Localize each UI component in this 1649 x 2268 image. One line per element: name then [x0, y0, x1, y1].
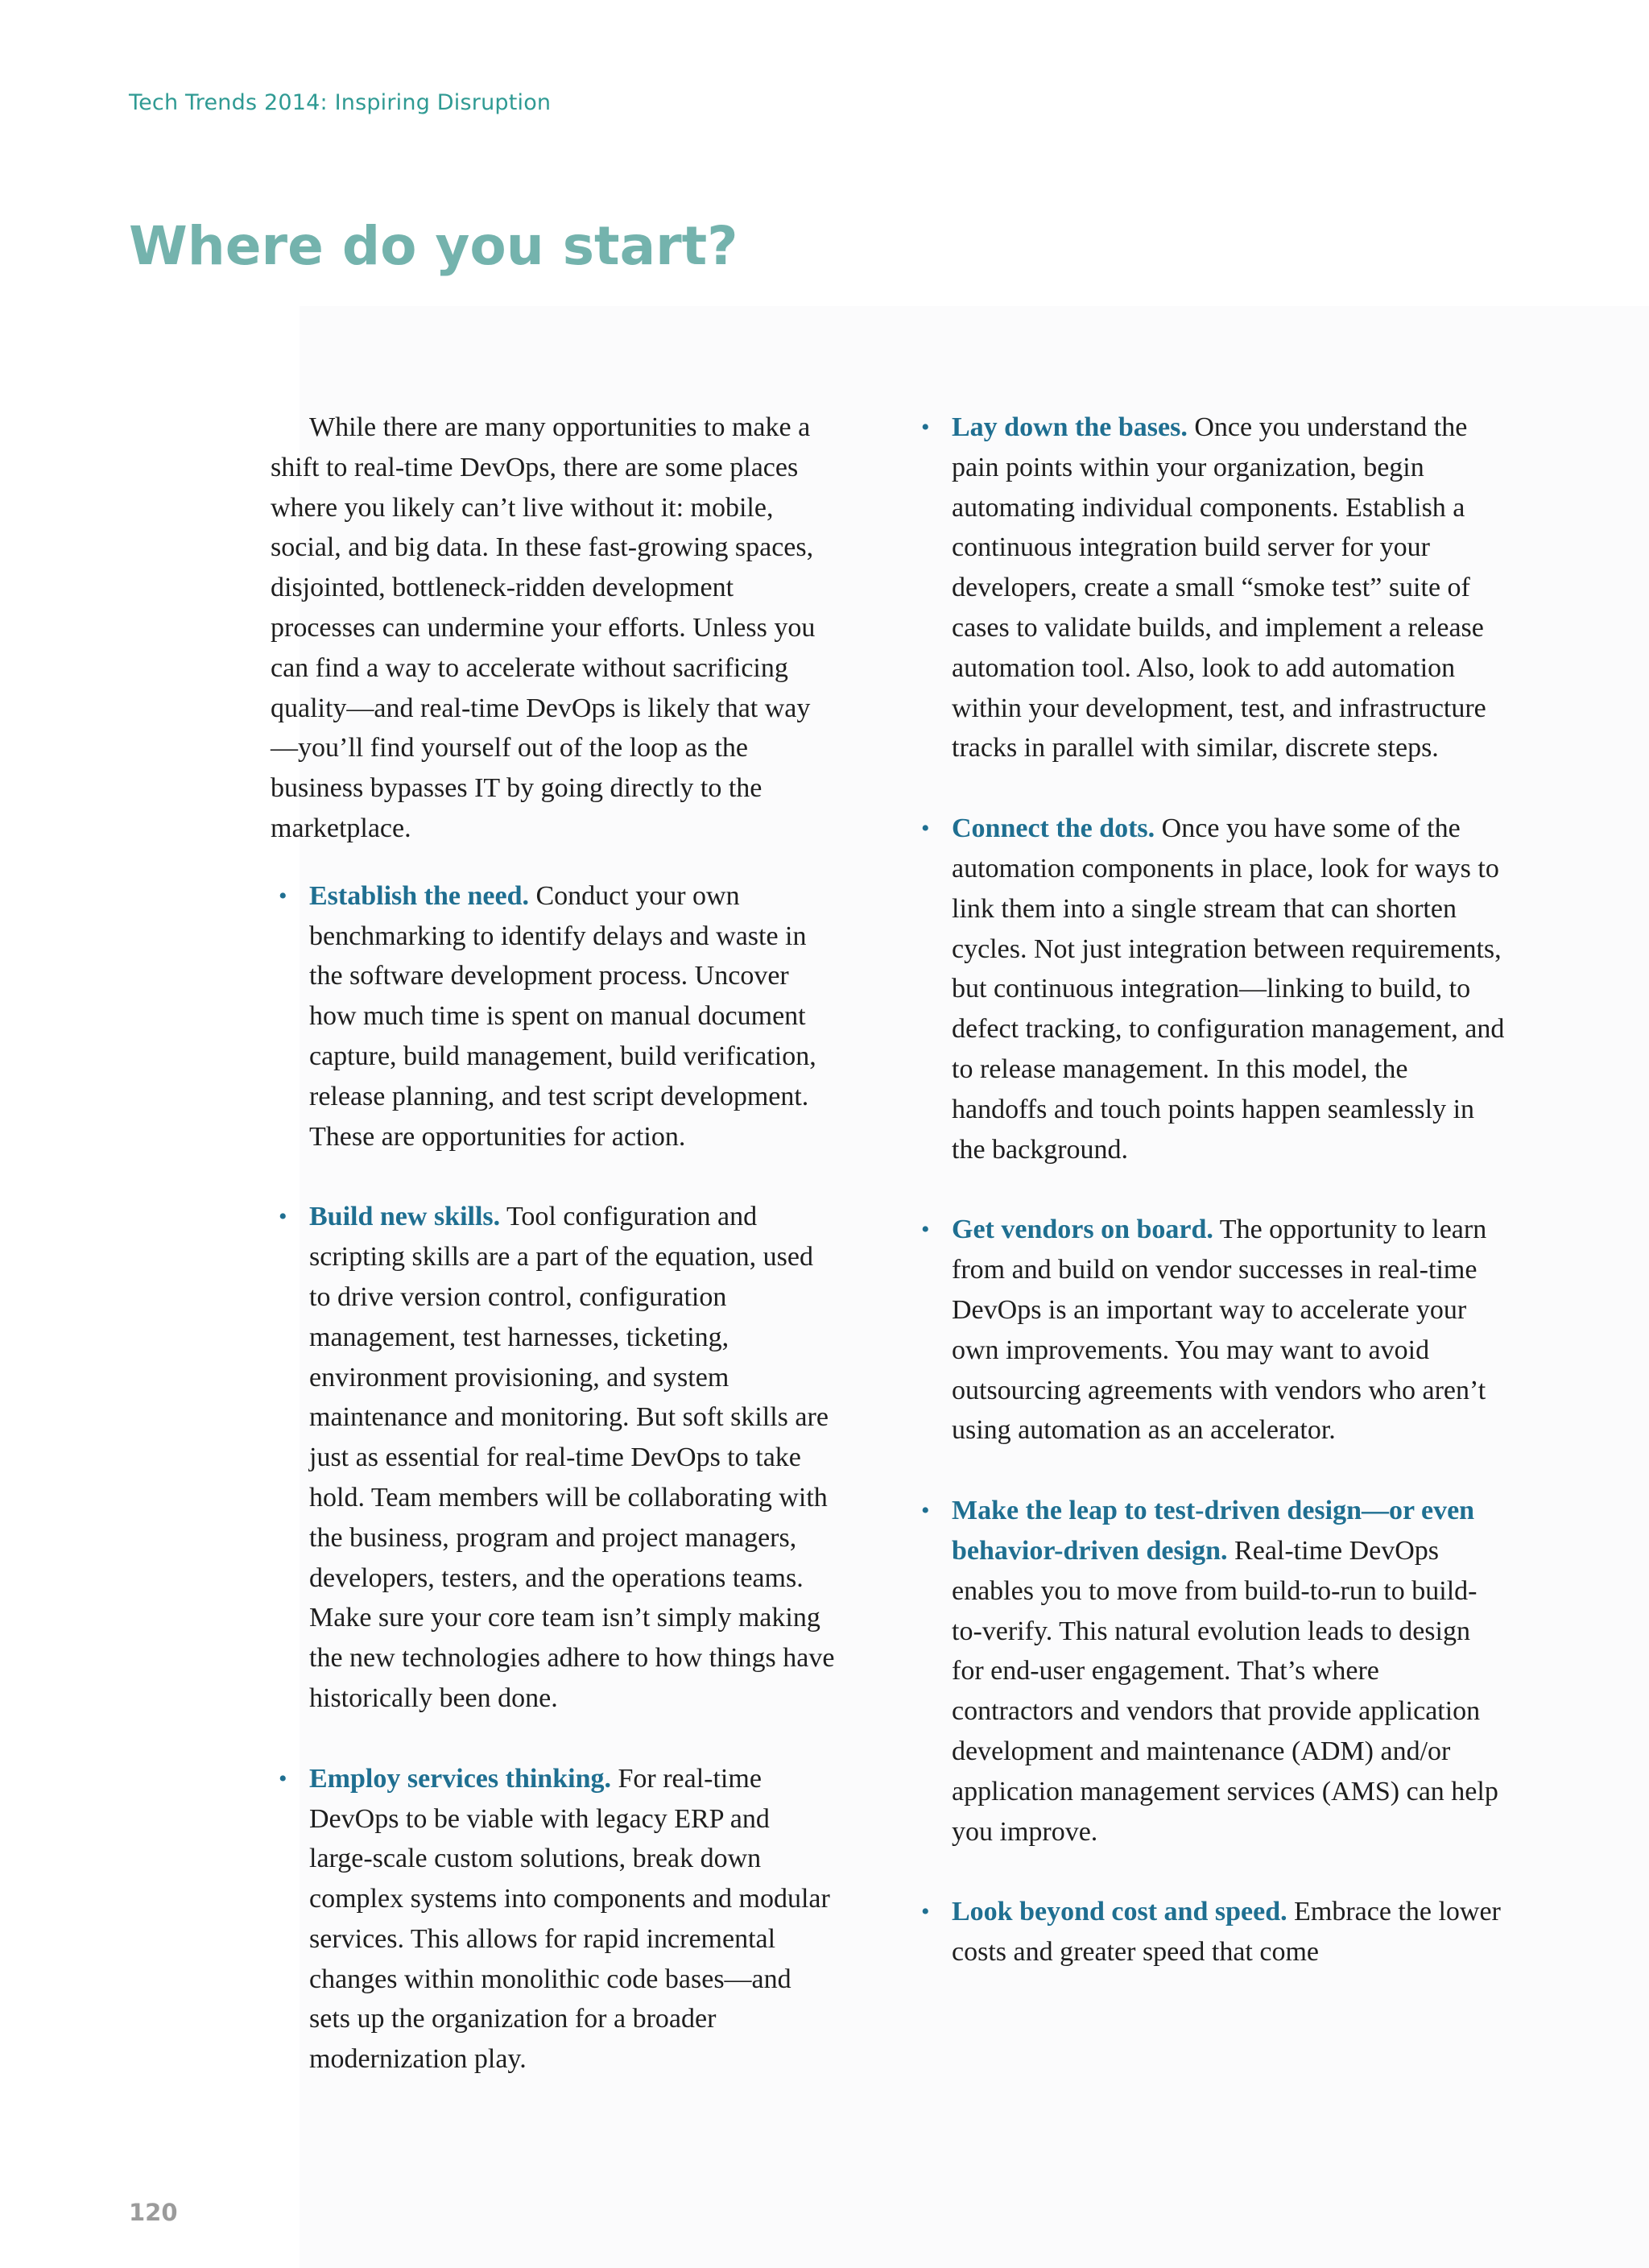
left-bullet-list	[271, 876, 837, 2080]
bullet-icon: •	[921, 1216, 930, 1244]
list-item-lead: Lay down the bases.	[952, 412, 1188, 442]
page-number: 120	[129, 2199, 178, 2226]
right-bullet-list	[913, 408, 1506, 1972]
list-item-lead: Build new skills.	[309, 1202, 501, 1232]
list-item	[913, 809, 1506, 1169]
right-column	[913, 408, 1506, 1972]
list-item-text: Tool configuration and scripting skills are a part of the equation, used to drive version control, configuration management, test harnesses, ticketing, environment provisioning, and system maintenance and monitoring. But soft skills are just as essential for real-time DevOps to take hold. Team members will be collaborating with the business, program and project managers, developers, testers, and the operations teams. Make sure your core team isn’t simply making the new technologies adhere to how things have historically been done.	[309, 1202, 835, 1713]
list-item-lead: Make the leap to test-driven design—or even behavior-driven design.	[952, 1496, 1475, 1566]
list-item-text: Embrace the lower costs and greater speed that come	[952, 1897, 1501, 1968]
list-item	[913, 1210, 1506, 1451]
left-column	[271, 408, 837, 2080]
intro-paragraph: While there are many opportunities to make a shift to real-time DevOps, there are some places where you likely can’t live without it: mobile, social, and big data. In these fast-growing spaces, disjointed, bottleneck-ridden development processes can undermine your efforts. Unless you can find a way to accelerate without sacrificing quality—and real-time DevOps is likely that way—you’ll find yourself out of the loop as the business bypasses IT by going directly to the marketplace.	[271, 412, 816, 843]
list-item	[913, 408, 1506, 768]
bullet-icon: •	[921, 1497, 930, 1525]
list-item-lead: Get vendors on board.	[952, 1215, 1213, 1245]
list-item-lead: Connect the dots.	[952, 813, 1155, 844]
bullet-icon: •	[921, 815, 930, 842]
bullet-icon: •	[921, 1898, 930, 1926]
list-item-lead: Look beyond cost and speed.	[952, 1897, 1287, 1927]
list-item-text: Once you have some of the automation components in place, look for ways to link them into a single stream that can shorten cycles. Not just integration between requirements, but continuous integration—linking to build, to defect tracking, to configuration management, and to release management. In this model, the handoffs and touch points happen seamlessly in the background.	[952, 813, 1505, 1165]
list-item	[271, 876, 837, 1157]
list-item-lead: Establish the need.	[309, 880, 529, 911]
list-item-text: Once you understand the pain points within your organization, begin automating individual components. Establish a continuous integration build server for your developers, create a small “smoke test” suite of cases to validate builds, and implement a release automation tool. Also, look to add automation within your development, test, and infrastructure tracks in parallel with similar, discrete steps.	[952, 412, 1486, 764]
list-item-text: Real-time DevOps enables you to move from build-to-run to build-to-verify. This natural evolution leads to design for end-user engagement. That’s where contractors and vendors that provide application development and maintenance (ADM) and/or application management services (AMS) can help you improve.	[952, 1535, 1498, 1847]
page-title: Where do you start?	[129, 215, 738, 277]
running-head: Tech Trends 2014: Inspiring Disruption	[129, 90, 552, 115]
list-item-text: The opportunity to learn from and build on vendor successes in real-time DevOps is an important way to accelerate your own improvements. You may want to avoid outsourcing agreements with vendors who aren’t using automation as an accelerator.	[952, 1215, 1487, 1446]
list-item-text: Conduct your own benchmarking to identify delays and waste in the software development process. Uncover how much time is spent on manual document capture, build management, build verification, release planning, and test script development. These are opportunities for action.	[309, 880, 816, 1152]
list-item	[913, 1892, 1506, 1972]
bullet-icon: •	[279, 1203, 287, 1231]
list-item-text: For real-time DevOps to be viable with legacy ERP and large-scale custom solutions, break down complex systems into components and modular services. This allows for rapid incremental changes within monolithic code bases—and sets up the organization for a broader modernization play.	[309, 1763, 830, 2075]
bullet-icon: •	[279, 882, 287, 909]
bullet-icon: •	[279, 1765, 287, 1792]
list-item	[271, 1759, 837, 2080]
list-item	[913, 1491, 1506, 1852]
bullet-icon: •	[921, 414, 930, 441]
list-item	[271, 1197, 837, 1718]
list-item-lead: Employ services thinking.	[309, 1763, 611, 1794]
